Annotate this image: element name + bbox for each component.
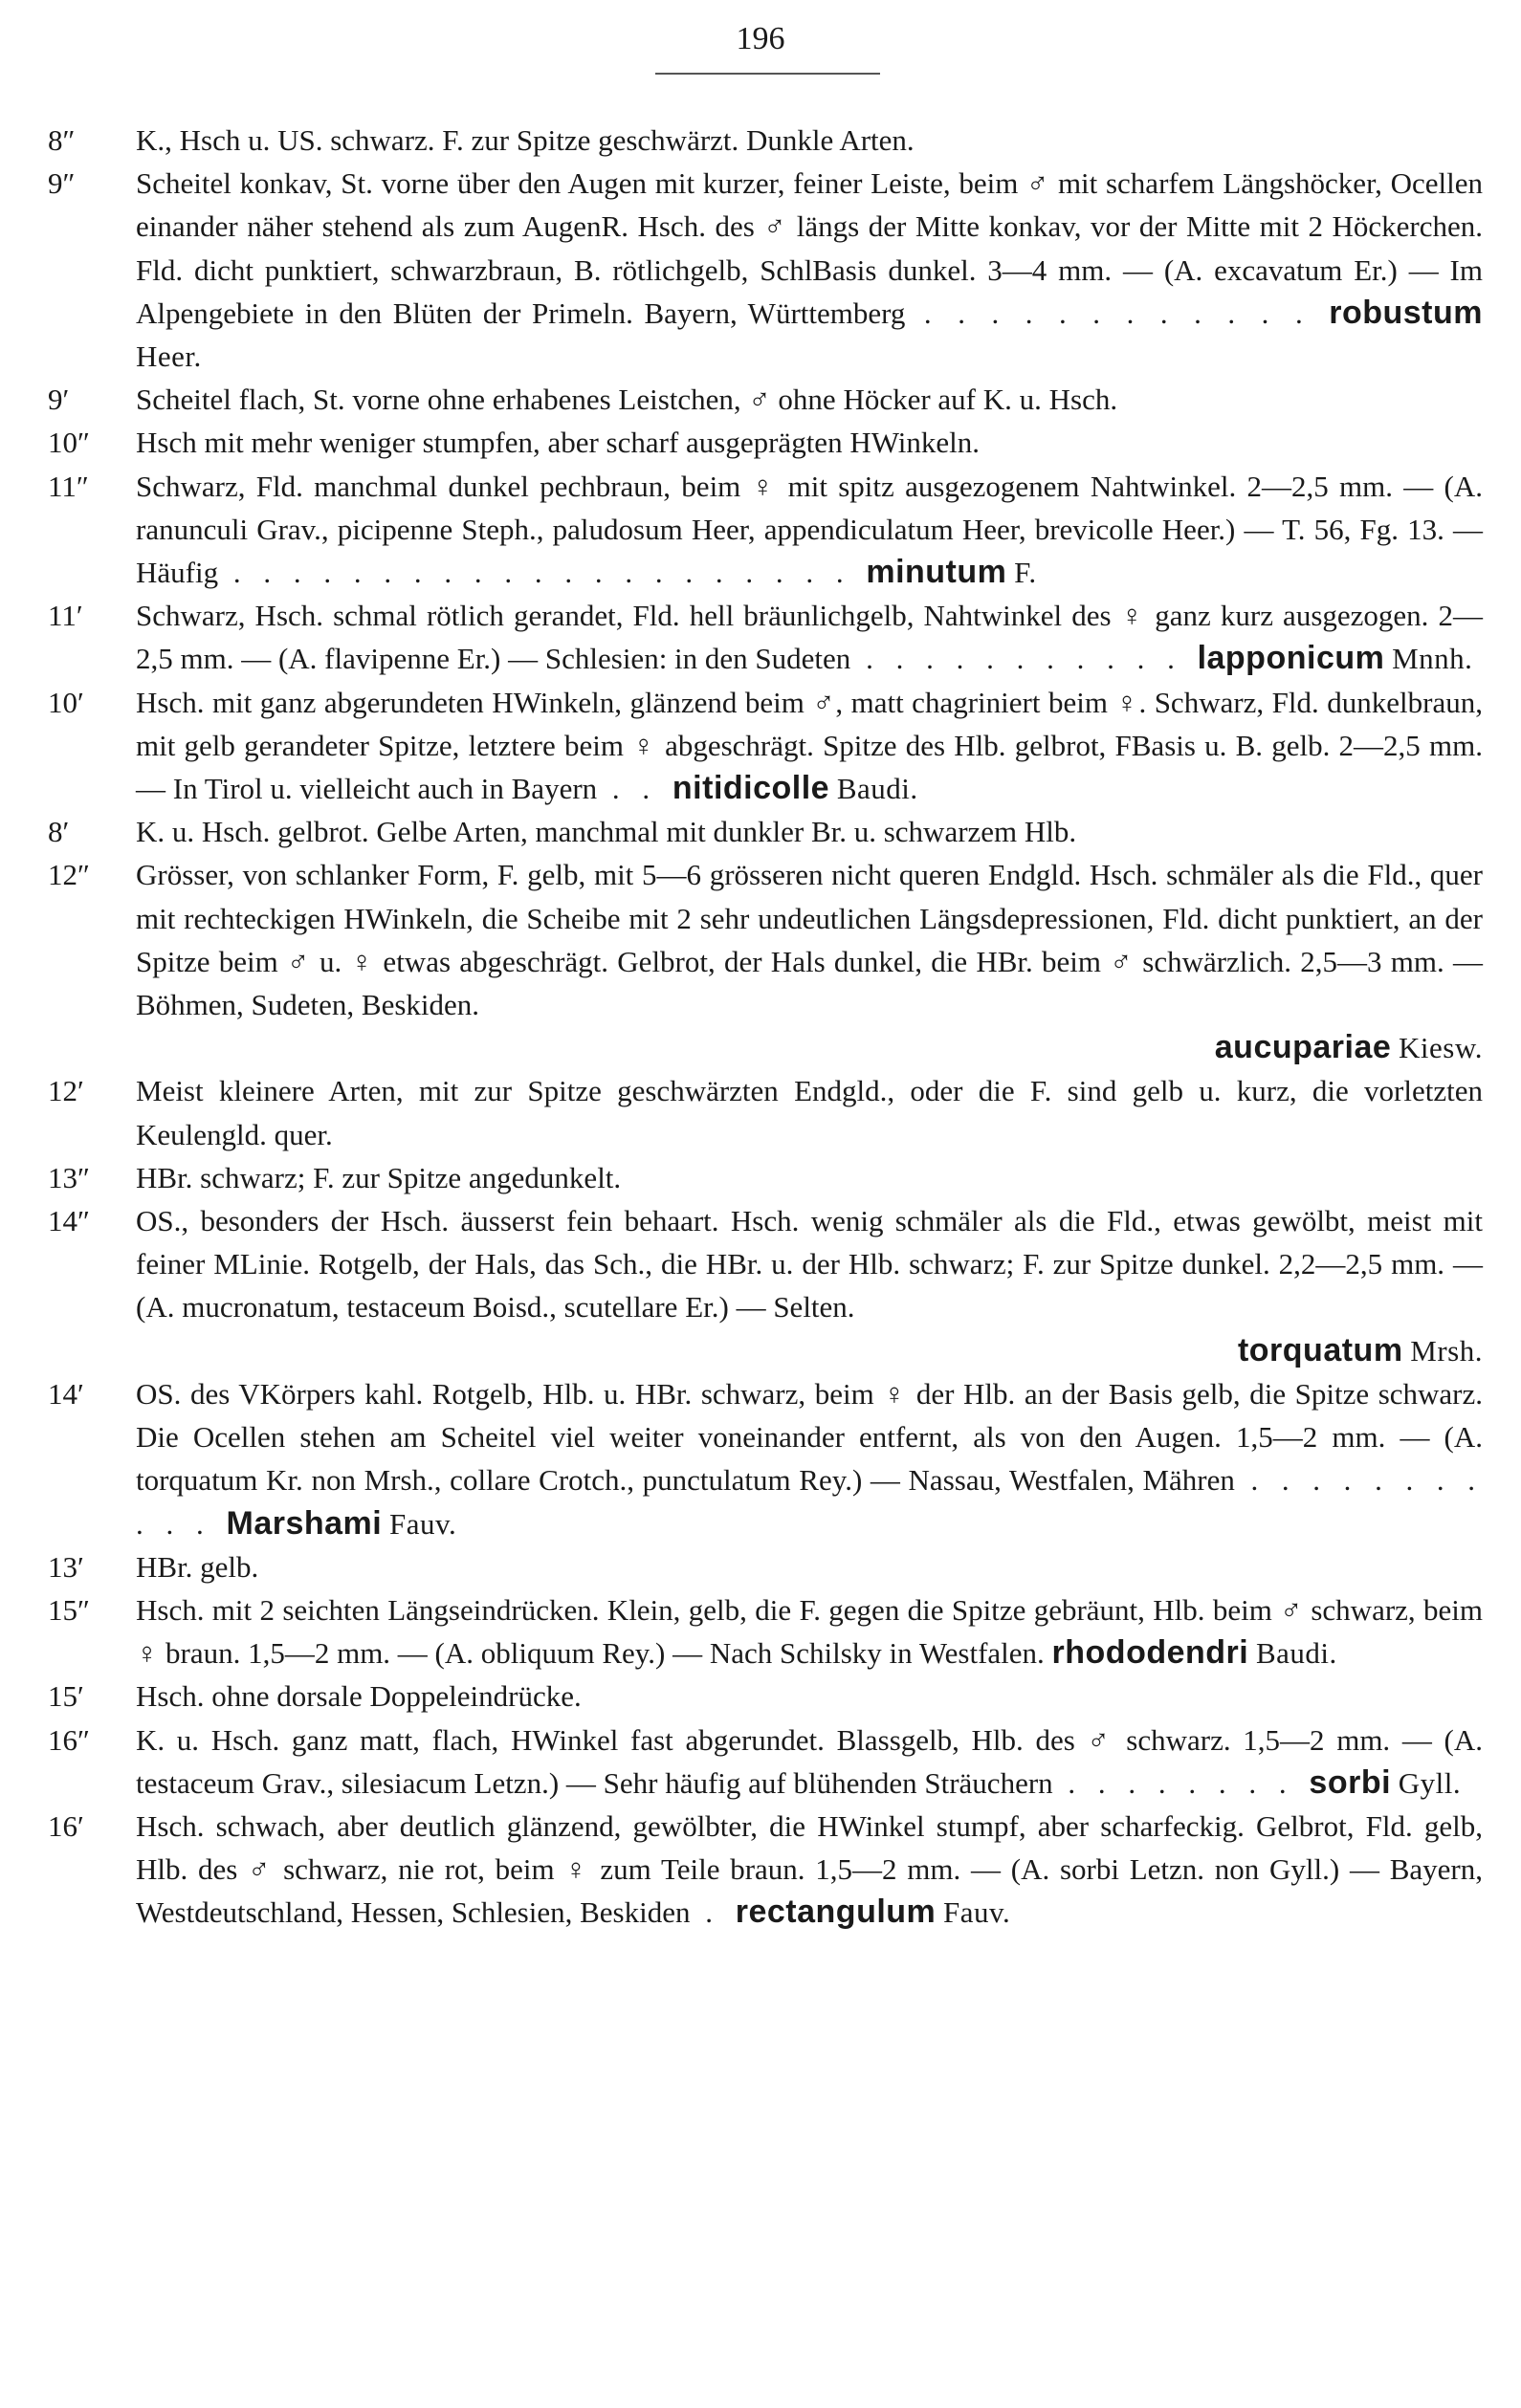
species-name-line xyxy=(1309,1763,1462,1801)
key-entry xyxy=(48,1588,1483,1675)
couplet-number: 15″ xyxy=(48,1592,90,1627)
leader-dots: . . . . . . . . xyxy=(1052,1765,1310,1800)
entry-text: Meist kleinere Arten, mit zur Spitze geschwärzten Endgld., oder die F. sind gelb u. kurz, die vorletzten Keulengld. quer. xyxy=(136,1074,1483,1151)
entry-text: OS., besonders der Hsch. äusserst fein behaart. Hsch. wenig schmäler als die Fld., etwas gewölbt, meist mit feiner MLinie. Rotgelb, der Hals, das Sch., die HBr. u. der Hlb. schwarz; F. zur Spitze dunkel. 2,2—2,5 mm. — (A. mucronatum, testaceum Boisd., scutellare Er.) — Selten. xyxy=(136,1204,1483,1324)
species-name: rectangulum xyxy=(735,1894,937,1931)
species-author: Heer. xyxy=(136,339,202,374)
key-entry xyxy=(48,1805,1483,1935)
entry-text: HBr. schwarz; F. zur Spitze angedunkelt. xyxy=(136,1160,622,1194)
entry-text: Schwarz, Fld. manchmal dunkel pechbraun, beim ♀ mit spitz ausgezogenem Nahtwinkel. 2—2,5 mm. — (A. ranunculi Grav., picipenne Steph., paludosum Heer, appendiculatum Heer, brevicolle Heer.) — T. 56, Fg. 13. — Häufig xyxy=(136,469,1483,590)
entry-text: HBr. gelb. xyxy=(136,1549,259,1584)
species-name: aucupariae xyxy=(1214,1029,1392,1066)
species-name: nitidicolle xyxy=(672,770,830,807)
species-name-line xyxy=(736,1895,1011,1929)
entry-text: OS. des VKörpers kahl. Rotgelb, Hlb. u. HBr. schwarz, beim ♀ der Hlb. an der Basis gelb, die Spitze schwarz. Die Ocellen stehen am Scheitel viel weiter voneinander entfernt, als von den Augen. 1,5—2 mm. — (A. torquatum Kr. non Mrsh., collare Crotch., punctulatum Rey.) — Nassau, Westfalen, Mähren xyxy=(136,1376,1483,1498)
entry-text: K. u. Hsch. gelbrot. Gelbe Arten, manchmal mit dunkler Br. u. schwarzem Hlb. xyxy=(136,815,1077,849)
key-entry xyxy=(48,378,1483,421)
key-entry xyxy=(48,1156,1483,1199)
key-entry xyxy=(48,1069,1483,1155)
entry-text: Schwarz, Hsch. schmal rötlich gerandet, Fld. hell bräunlichgelb, Nahtwinkel des ♀ ganz kurz ausgezogen. 2—2,5 mm. — (A. flavipenne Er.) — Schlesien: in den Sudeten xyxy=(136,599,1483,676)
species-author: Mnnh. xyxy=(1392,642,1473,676)
couplet-number: 12″ xyxy=(48,858,90,892)
species-name: torquatum xyxy=(1237,1331,1403,1368)
species-author: Kiesw. xyxy=(1399,1031,1483,1065)
species-name-line xyxy=(1045,1636,1337,1670)
entry-text: Hsch mit mehr weniger stumpfen, aber scharf ausgeprägten HWinkeln. xyxy=(136,426,980,460)
entry-text: Scheitel flach, St. vorne ohne erhabenes Leistchen, ♂ ohne Höcker auf K. u. Hsch. xyxy=(136,383,1118,417)
key-entry xyxy=(48,594,1483,680)
species-name-line xyxy=(866,556,1036,589)
entry-text: K., Hsch u. US. schwarz. F. zur Spitze geschwärzt. Dunkle Arten. xyxy=(136,123,915,157)
entry-text: Scheitel konkav, St. vorne über den Augen mit kurzer, feiner Leiste, beim ♂ mit scharfem Längshöcker, Ocellen einander näher stehend als zum AugenR. Hsch. des ♂ längs der Mitte konkav, vor der Mitte mit 2 Höckerchen. Fld. dicht punktiert, schwarzbraun, B. rötlichgelb, SchlBasis dunkel. 3—4 mm. — (A. excavatum Er.) — Im Alpengebiete in den Blüten der Primeln. Bayern, Württemberg xyxy=(136,166,1483,330)
entry-text: Hsch. mit 2 seichten Längseindrücken. Klein, gelb, die F. gegen die Spitze gebräunt, Hlb. beim ♂ schwarz, beim ♀ braun. 1,5—2 mm. — (A. obliquum Rey.) — Nach Schilsky in Westfalen. xyxy=(136,1592,1483,1671)
couplet-number: 9′ xyxy=(48,383,70,417)
species-author: Mrsh. xyxy=(1410,1333,1483,1368)
couplet-number: 16″ xyxy=(48,1722,90,1757)
key-entry xyxy=(48,1372,1483,1545)
species-name: rhododendri xyxy=(1051,1634,1249,1672)
leader-dots: . . . . . . . . . . . . xyxy=(905,296,1330,330)
species-name-line xyxy=(672,772,918,805)
header-rule xyxy=(655,73,880,75)
couplet-number: 13″ xyxy=(48,1160,90,1194)
leader-dots: . . . . . . . . . . . xyxy=(136,1463,1483,1541)
entry-text: Grösser, von schlanker Form, F. gelb, mit 5—6 grösseren nicht queren Endgld. Hsch. schmäler als die Fld., quer mit rechteckigen HWinkeln, die Scheibe mit 2 sehr undeutlichen Längsdepressionen, Fld. dicht punktiert, an der Spitze beim ♂ u. ♀ etwas abgeschrägt. Gelbrot, der Hals dunkel, die HBr. beim ♂ schwärzlich. 2,5—3 mm. — Böhmen, Sudeten, Beskiden. xyxy=(136,858,1483,1022)
species-name-line xyxy=(1198,642,1473,675)
leader-dots: . . xyxy=(597,772,672,806)
key-entry xyxy=(48,421,1483,464)
key-entry xyxy=(48,681,1483,811)
entry-text: Hsch. schwach, aber deutlich glänzend, gewölbter, die HWinkel stumpf, aber scharfeckig. Gelbrot, Fld. gelb, Hlb. des ♂ schwarz, nie rot, beim ♀ zum Teile braun. 1,5—2 mm. — (A. sorbi Letzn. non Gyll.) — Bayern, Westdeutschland, Hessen, Schlesien, Beskiden xyxy=(136,1808,1483,1930)
species-name-line xyxy=(136,1026,1483,1069)
couplet-number: 8′ xyxy=(48,815,70,849)
species-name: Marshami xyxy=(226,1504,383,1542)
species-author: Baudi. xyxy=(1255,1636,1337,1671)
couplet-number: 12′ xyxy=(48,1074,84,1108)
key-entry xyxy=(48,1199,1483,1372)
species-name: lapponicum xyxy=(1197,640,1385,677)
key-entry xyxy=(48,810,1483,853)
key-entry xyxy=(48,465,1483,595)
key-entry xyxy=(48,1718,1483,1805)
species-name: sorbi xyxy=(1309,1763,1392,1801)
species-name-line xyxy=(226,1504,457,1542)
species-name-line xyxy=(136,1329,1483,1372)
key-entry xyxy=(48,162,1483,378)
key-entries xyxy=(48,119,1483,1935)
species-author: Gyll. xyxy=(1398,1765,1462,1800)
couplet-number: 11″ xyxy=(48,469,89,503)
species-name: minutum xyxy=(866,554,1007,591)
couplet-number: 10″ xyxy=(48,426,90,460)
entry-text: Hsch. ohne dorsale Doppeleindrücke. xyxy=(136,1679,582,1714)
leader-dots: . . . . . . . . . . . xyxy=(850,642,1198,676)
key-entry xyxy=(48,853,1483,1069)
couplet-number: 14″ xyxy=(48,1204,90,1238)
species-name: robustum xyxy=(1329,294,1484,331)
couplet-number: 16′ xyxy=(48,1808,84,1843)
entry-text: K. u. Hsch. ganz matt, flach, HWinkel fast abgerundet. Blassgelb, Hlb. des ♂ schwarz. 1,5—2 mm. — (A. testaceum Grav., silesiacum Letzn.) — Sehr häufig auf blühenden Sträuchern xyxy=(136,1722,1483,1800)
key-entry xyxy=(48,1545,1483,1588)
leader-dots: . xyxy=(690,1895,736,1930)
couplet-number: 8″ xyxy=(48,123,76,157)
entry-text: Hsch. mit ganz abgerundeten HWinkeln, glänzend beim ♂, matt chagriniert beim ♀. Schwarz, Fld. dunkelbraun, mit gelb gerandeter Spitze, letztere beim ♀ abgeschrägt. Spitze des Hlb. gelbrot, FBasis u. B. gelb. 2—2,5 mm. — In Tirol u. vielleicht auch in Bayern xyxy=(136,685,1483,806)
key-entry xyxy=(48,119,1483,162)
leader-dots: . . . . . . . . . . . . . . . . . . . . . xyxy=(218,556,867,590)
key-entry xyxy=(48,1675,1483,1718)
species-author: Fauv. xyxy=(943,1895,1011,1930)
species-author: Fauv. xyxy=(388,1506,457,1541)
page-number: 196 xyxy=(736,21,785,56)
couplet-number: 14′ xyxy=(48,1376,84,1411)
couplet-number: 13′ xyxy=(48,1549,84,1584)
couplet-number: 9″ xyxy=(48,166,76,201)
couplet-number: 10′ xyxy=(48,685,84,719)
species-author: F. xyxy=(1014,556,1037,590)
couplet-number: 15′ xyxy=(48,1679,84,1714)
species-author: Baudi. xyxy=(836,772,918,806)
couplet-number: 11′ xyxy=(48,599,83,633)
